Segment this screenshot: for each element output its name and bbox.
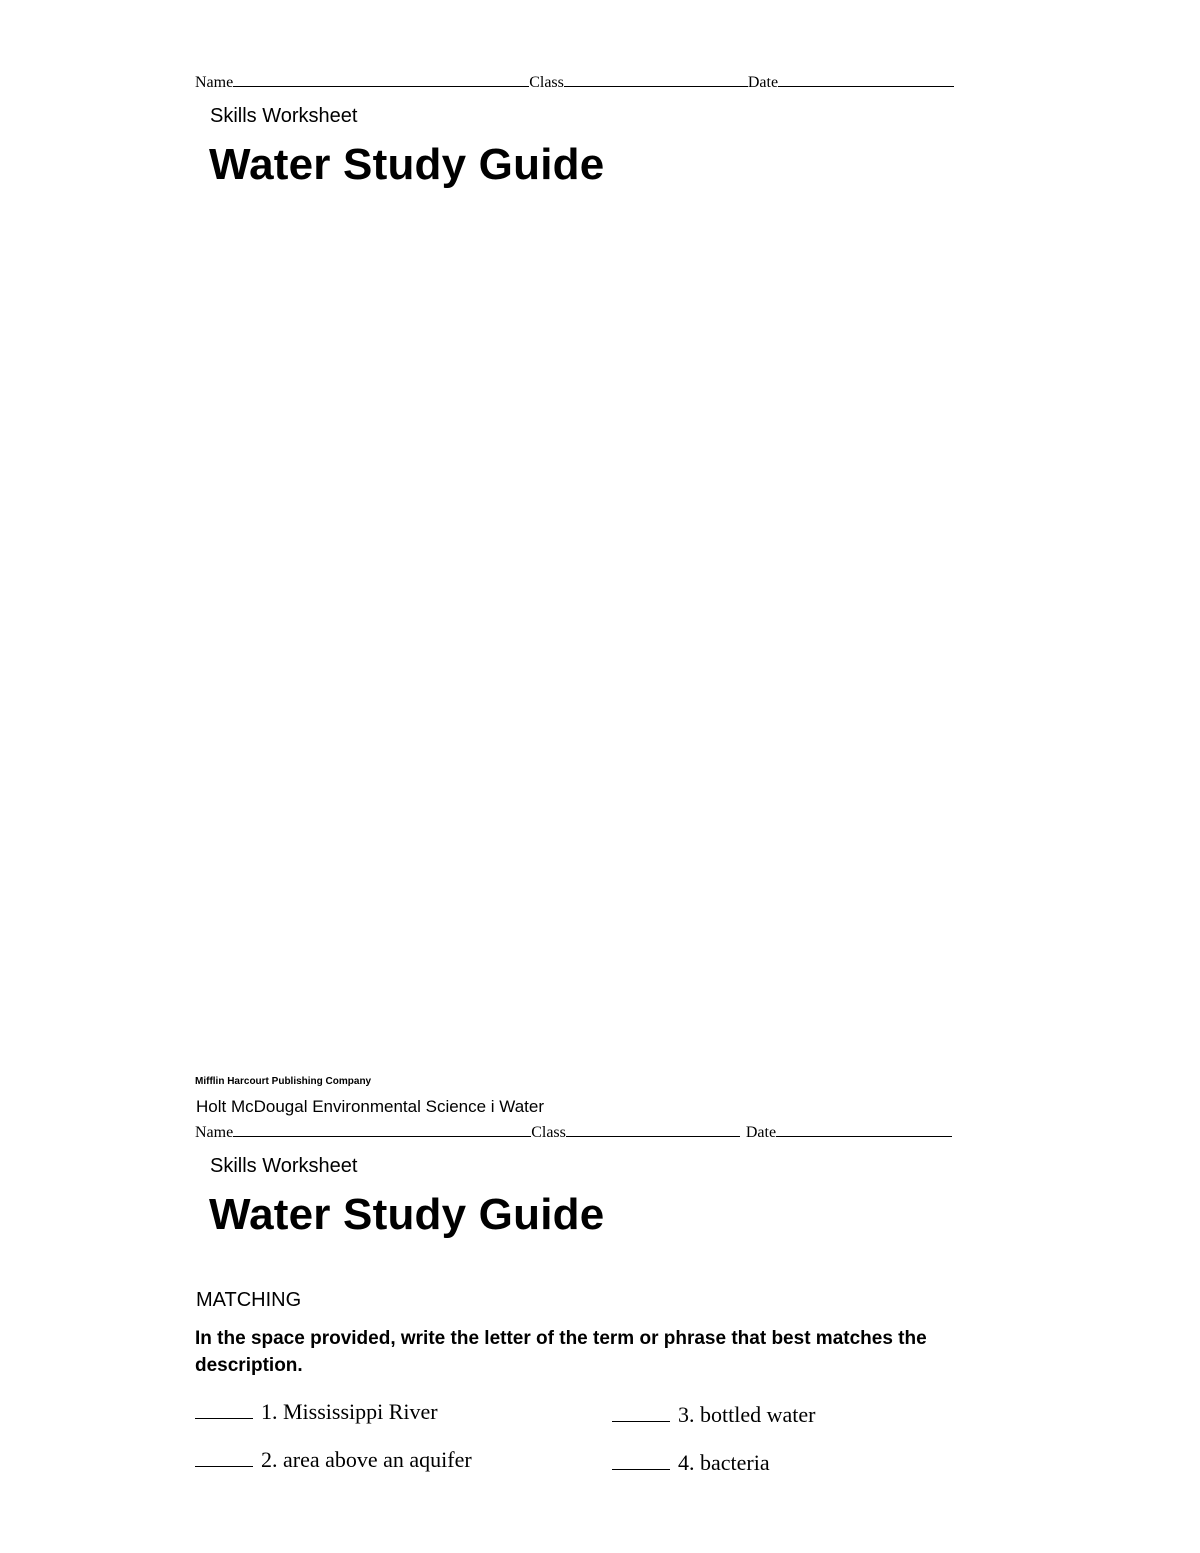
header-name-class-date [195,72,954,93]
header-name-class-date [195,1122,952,1143]
worksheet-kicker: Skills Worksheet [210,1155,358,1177]
book-footer: Holt McDougal Environmental Science i Water [196,1097,545,1116]
section-heading: MATCHING [196,1289,302,1311]
answer-blank[interactable] [195,1450,253,1467]
list-item [195,1399,438,1425]
class-label: Class [529,74,564,91]
name-field[interactable] [233,1122,531,1137]
answer-blank[interactable] [612,1453,670,1470]
publisher-credit: Mifflin Harcourt Publishing Company [195,1076,372,1087]
date-field[interactable] [778,72,954,87]
list-item [612,1450,770,1476]
date-label: Date [747,74,779,91]
list-item [195,1447,472,1473]
page-title: Water Study Guide [209,1190,605,1239]
date-field[interactable] [776,1122,952,1137]
name-label: Name [195,74,234,91]
item-text: 4. bacteria [678,1450,770,1475]
item-text: 3. bottled water [678,1402,816,1427]
worksheet-kicker: Skills Worksheet [210,105,358,127]
answer-blank[interactable] [195,1402,253,1419]
class-label: Class [531,1124,566,1141]
item-text: 2. area above an aquifer [261,1447,472,1472]
class-field[interactable] [566,1122,740,1137]
list-item [612,1402,815,1428]
date-label: Date [745,1124,777,1141]
name-label: Name [195,1124,234,1141]
item-text: 1. Mississippi River [261,1399,438,1424]
answer-blank[interactable] [612,1405,670,1422]
class-field[interactable] [564,72,748,87]
name-field[interactable] [233,72,529,87]
instructions-text: In the space provided, write the letter of the term or phrase that best matches the description. [195,1328,927,1376]
page-title: Water Study Guide [209,140,605,189]
